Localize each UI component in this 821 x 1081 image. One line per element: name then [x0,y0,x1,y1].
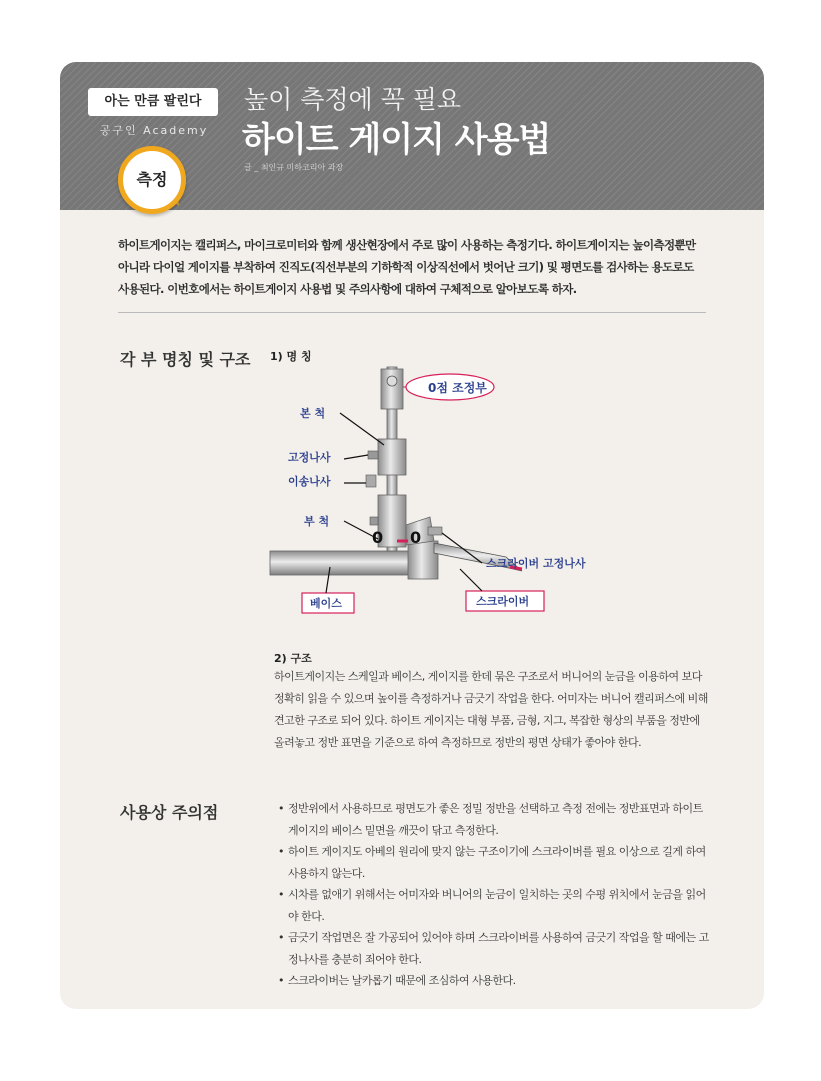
section-heading-structure: 각 부 명칭 및 구조 [120,350,251,369]
zero-adjust-block [381,369,403,409]
label-scriber: 스크라이버 [476,595,530,608]
label-base: 베이스 [310,597,342,610]
label-scriber-screw: 스크라이버 고정나사 [486,557,586,570]
byline: 글 _ 최인규 미하코리아 과장 [244,163,344,172]
category-badge: 측정 [118,146,186,214]
precautions-list [278,798,710,992]
list-item: • 정반위에서 사용하므로 평면도가 좋은 정밀 정반을 선택하고 측정 전에는 정반표면과 하이트 게이지의 베이스 밑면을 깨끗이 닦고 측정한다. [278,798,710,841]
list-item: • 스크라이버는 날카롭기 때문에 조심하여 사용한다. [278,970,710,992]
list-item: • 하이트 게이지도 아베의 원리에 맞지 않는 구조이기에 스크라이버를 필요 이상으로 길게 하여 사용하지 않는다. [278,841,710,884]
article-title: 하이트 게이지 사용법 [242,120,551,160]
zero-mark-right: 0 [410,528,422,547]
list-item: • 시차를 없애기 위해서는 어미자와 버니어의 눈금이 일치하는 곳의 수평 위치에서 눈금을 읽어야 한다. [278,884,710,927]
base-beam [270,551,410,575]
article-subtitle: 높이 측정에 꼭 필요 [244,85,462,114]
zero-mark-left: 0 [372,528,384,547]
article-card [60,62,764,1009]
label-main-scale: 본 척 [300,407,326,420]
divider [118,312,706,313]
label-zero-adjust: 0점 조정부 [428,381,487,395]
section-heading-precautions: 사용상 주의점 [120,803,219,822]
series-name: 공구인 Academy [99,124,209,137]
list-item: • 금긋기 작업면은 잘 가공되어 있어야 하며 스크라이버를 사용하여 금긋기 작업을 할 때에는 고정나사를 충분히 죄어야 한다. [278,927,710,970]
structure-paragraph: 하이트게이지는 스케일과 베이스, 게이지를 한데 묶은 구조로서 버니어의 눈금을 이용하여 보다 정확히 읽을 수 있으며 높이를 측정하거나 금긋기 작업을 한다. 어미자는 버니어 캘리퍼스에 비해 견고한 구조로 되어 있다. 하이트 게이지는 대형 부품, 금형, 지그, 복잡한 형상의 부품을 정반에 올려놓고 정반 표면을 기준으로 하여 측정하므로 정반의 평면 상태가 좋아야 한다. [274,670,708,749]
subheading-names: 1) 명 칭 [270,350,312,363]
height-gauge-diagram [260,357,620,627]
label-vernier: 부 척 [304,515,330,528]
label-fix-screw: 고정나사 [288,451,331,464]
subheading-structure: 2) 구조 [274,652,312,665]
label-feed-screw: 이송나사 [288,475,331,488]
series-tag: 아는 만큼 팔린다 [88,88,218,116]
intro-paragraph: 하이트게이지는 캘리퍼스, 마이크로미터와 함께 생산현장에서 주로 많이 사용하는 측정기다. 하이트게이지는 높이측정뿐만 아니라 다이얼 게이지를 부착하여 진직도(직선부분의 기하학적 이상직선에서 벗어난 크기) 및 평면도를 검사하는 용도로도 사용된다. 이번호에서는 하이트게이지 사용법 및 주의사항에 대하여 구체적으로 알아보도록 하자. [118,238,696,296]
